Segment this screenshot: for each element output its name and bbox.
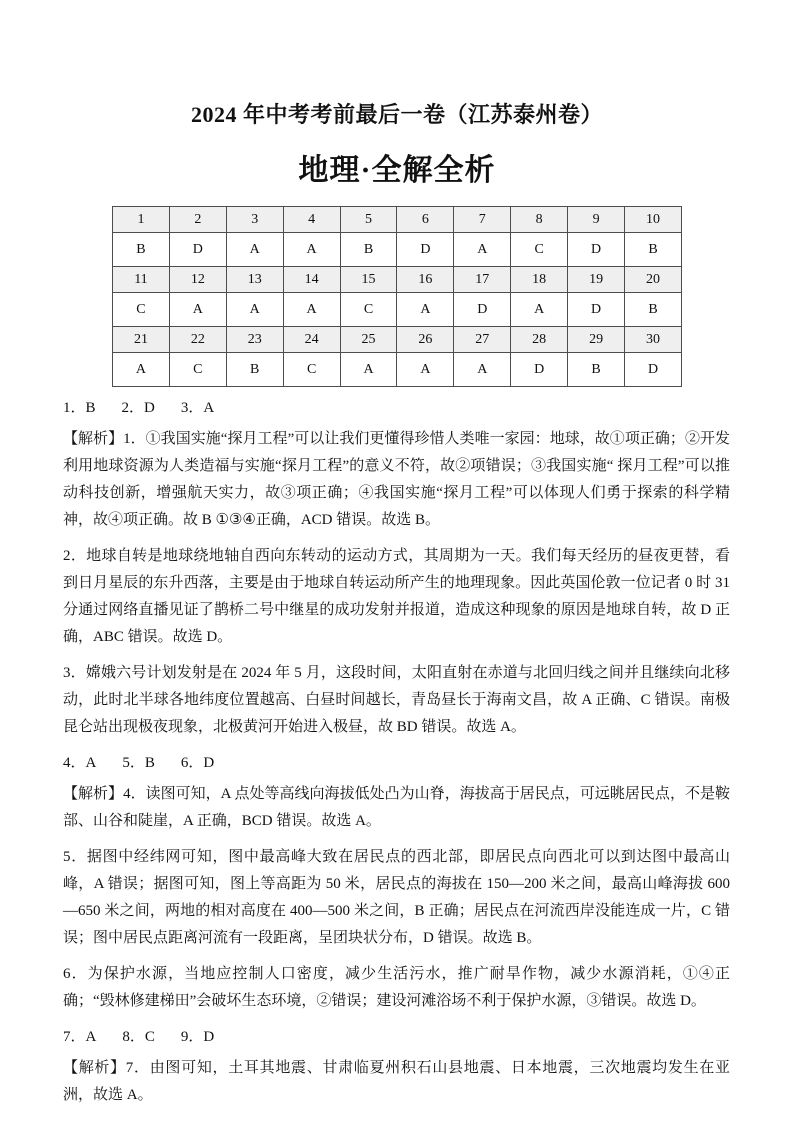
answer-letter-cell: B [226,353,283,387]
question-number-cell: 7 [454,207,511,233]
answer-letter-cell: A [283,293,340,327]
question-number-cell: 28 [511,327,568,353]
answer-item: 6．D [180,755,215,771]
answer-letter-cell: D [568,293,625,327]
answer-item: 2．D [121,400,155,416]
answer-letter-row [113,293,682,327]
answer-item: 7．A [63,1029,97,1045]
answer-letter-cell: B [113,233,170,267]
answer-letter-cell: C [169,353,226,387]
answer-letter-cell: A [113,353,170,387]
question-number-cell: 16 [397,267,454,293]
answer-item: 5．B [122,755,155,771]
question-number-cell: 26 [397,327,454,353]
answer-letter-cell: B [568,353,625,387]
answer-letter-cell: B [625,293,682,327]
solution-paragraph: 【解析】7．由图可知，土耳其地震、甘肃临夏州积石山县地震、日本地震，三次地震均发生在亚洲，故选 A。 [63,1060,730,1103]
question-number-cell: 29 [568,327,625,353]
answer-letter-cell: A [283,233,340,267]
page-subtitle: 地理·全解全析 [298,154,496,187]
answer-letter-row [113,233,682,267]
question-number-cell: 17 [454,267,511,293]
answer-letter-cell: A [511,293,568,327]
solution-paragraph: 3．嫦娥六号计划发射是在 2024 年 5 月，这段时间，太阳直射在赤道与北回归线之间并且继续向北移动，此时北半球各地纬度位置越高、白昼时间越长，青岛昼长于海南文昌，故 A 正确、C 错误。南极昆仑站出现极夜现象，北极黄河开始进入极昼，故 BD 错误。故选 A。 [63,665,730,735]
answer-letter-cell: D [397,233,454,267]
answer-letter-cell: D [568,233,625,267]
question-number-cell: 21 [113,327,170,353]
answer-key-table [112,206,682,387]
answer-letter-cell: B [340,233,397,267]
answer-letter-cell: D [625,353,682,387]
question-number-cell: 19 [568,267,625,293]
answer-letter-cell: A [226,233,283,267]
answer-letter-cell: A [454,233,511,267]
question-number-cell: 27 [454,327,511,353]
question-number-cell: 10 [625,207,682,233]
question-number-cell: 2 [169,207,226,233]
solution-paragraph: 【解析】4．读图可知，A 点处等高线向海拔低处凸为山脊，海拔高于居民点，可远眺居民点，不是鞍部、山谷和陡崖，A 正确，BCD 错误。故选 A。 [63,786,730,829]
answer-item: 4．A [63,755,97,771]
page-title: 2024 年中考考前最后一卷（江苏泰州卷） [190,102,603,127]
question-number-cell: 6 [397,207,454,233]
question-number-cell: 11 [113,267,170,293]
answer-letter-cell: A [397,353,454,387]
solution-paragraph: 【解析】1．①我国实施“探月工程”可以让我们更懂得珍惜人类唯一家园：地球，故①项正确；②开发利用地球资源为人类造福与实施“探月工程”的意义不符，故②项错误；③我国实施“ 探月工程”可以推动科技创新，增强航天实力，故③项正确；④我国实施“探月工程”可以体现人们勇于探索的科学精神，故④项正确。故 B ①③④正确，ACD 错误。故选 B。 [63,431,730,528]
question-number-cell: 4 [283,207,340,233]
solutions [63,395,730,1109]
question-number-cell: 9 [568,207,625,233]
answer-letter-cell: A [169,293,226,327]
question-number-cell: 13 [226,267,283,293]
answer-item: 9．D [180,1029,215,1045]
answer-letter-cell: D [454,293,511,327]
question-number-cell: 18 [511,267,568,293]
question-number-row [113,327,682,353]
solution-paragraph: 2．地球自转是地球绕地轴自西向东转动的运动方式，其周期为一天。我们每天经历的昼夜更替，看到日月星辰的东升西落，主要是由于地球自转运动所产生的地理现象。因此英国伦敦一位记者 0 时 31 分通过网络直播见证了鹊桥二号中继星的成功发射并报道，造成这种现象的原因是地球自转，故 D 正确，ABC 错误。故选 D。 [63,548,730,645]
answer-key-table-wrap [112,206,682,387]
question-number-cell: 15 [340,267,397,293]
question-number-row [113,267,682,293]
solution-paragraph: 5．据图中经纬网可知，图中最高峰大致在居民点的西北部，即居民点向西北可以到达图中最高山峰，A 错误；据图可知，图上等高距为 50 米，居民点的海拔在 150—200 米之间，最高山峰海拔 600—650 米之间，两地的相对高度在 400—500 米之间，B 正确；居民点在河流西岸没能连成一片，C 错误；图中居民点距离河流有一段距离，呈团块状分布，D 错误。故选 B。 [63,849,730,946]
question-number-row [113,207,682,233]
answer-letter-cell: A [397,293,454,327]
question-number-cell: 5 [340,207,397,233]
answer-table-body [113,207,682,387]
question-number-cell: 8 [511,207,568,233]
answer-letter-row [113,353,682,387]
question-number-cell: 20 [625,267,682,293]
answer-item: 1．B [63,400,96,416]
answer-letter-cell: C [340,293,397,327]
question-number-cell: 3 [226,207,283,233]
answers-line [63,750,730,777]
question-number-cell: 1 [113,207,170,233]
answer-letter-cell: D [169,233,226,267]
question-number-cell: 22 [169,327,226,353]
answer-letter-cell: B [625,233,682,267]
answer-letter-cell: C [511,233,568,267]
answer-letter-cell: A [226,293,283,327]
answers-line [63,1024,730,1051]
answer-letter-cell: A [340,353,397,387]
answer-letter-cell: A [454,353,511,387]
question-number-cell: 12 [169,267,226,293]
answer-letter-cell: C [283,353,340,387]
solution-paragraph: 6．为保护水源，当地应控制人口密度，减少生活污水，推广耐旱作物，减少水源消耗，①④正确；“毁林修建梯田”会破坏生态环境，②错误；建设河滩浴场不利于保护水源，③错误。故选 D。 [63,966,730,1009]
answer-letter-cell: C [113,293,170,327]
answer-item: 8．C [122,1029,155,1045]
question-number-cell: 30 [625,327,682,353]
answers-line [63,395,730,422]
answer-letter-cell: D [511,353,568,387]
question-number-cell: 14 [283,267,340,293]
question-number-cell: 25 [340,327,397,353]
question-number-cell: 24 [283,327,340,353]
answer-item: 3．A [180,400,215,416]
question-number-cell: 23 [226,327,283,353]
